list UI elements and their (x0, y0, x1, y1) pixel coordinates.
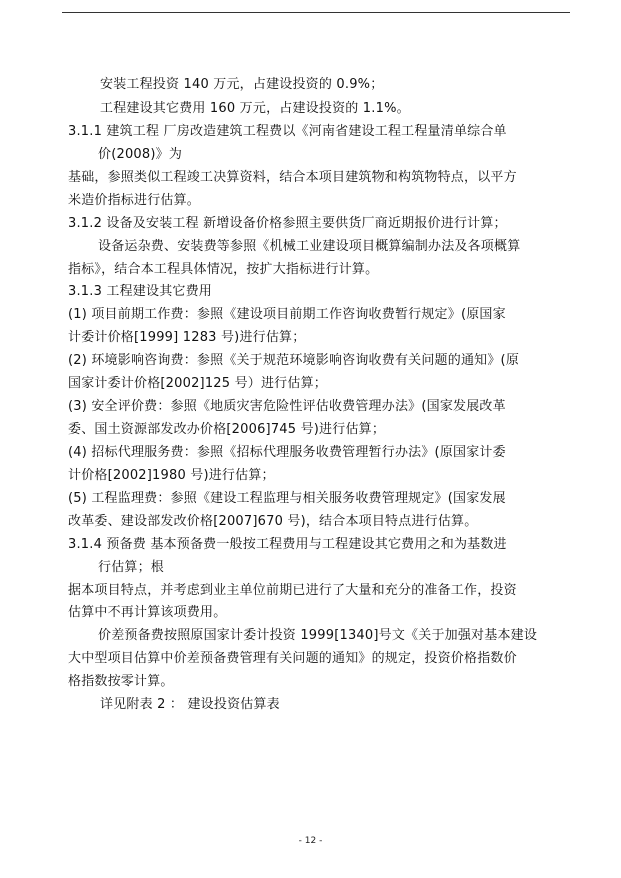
text-line: 价差预备费按照原国家计委计投资 1999[1340]号文《关于加强对基本建设 (98, 628, 538, 643)
list-item-4: (4) 招标代理服务费：参照《招标代理服务收费管理暂行办法》(原国家计委 (68, 445, 506, 460)
list-item-3: (3) 安全评价费：参照《地质灾害危险性评估收费管理办法》(国家发展改革 (68, 399, 506, 414)
page-number: - 12 - (298, 836, 323, 846)
text-line: 基础，参照类似工程竣工决算资料，结合本项目建筑物和构筑物特点，以平方 (68, 170, 517, 185)
text-line: 指标》，结合本工程具体情况，按扩大指标进行计算。 (68, 262, 379, 277)
text-line: 格指数按零计算。 (68, 674, 174, 689)
section-heading-3-1-2: 3.1.2 设备及安装工程 新增设备价格参照主要供货厂商近期报价进行计算； (68, 216, 507, 231)
list-item-5: (5) 工程监理费：参照《建设工程监理与相关服务收费管理规定》(国家发展 (68, 491, 506, 506)
text-line: 设备运杂费、安装费等参照《机械工业建设项目概算编制办法及各项概算 (98, 239, 521, 254)
text-line: 米造价指标进行估算。 (68, 193, 201, 208)
text-line: 估算中不再计算该项费用。 (68, 605, 227, 620)
text-line: 计委计价格[1999] 1283 号)进行估算； (68, 330, 306, 345)
text-line: 大中型项目估算中价差预备费管理有关问题的通知》的规定，投资价格指数价 (68, 651, 517, 666)
text-line: 国家计委计价格[2002]125 号）进行估算； (68, 376, 327, 391)
header-rule (62, 12, 570, 13)
text-line: 委、国土资源部发改办价格[2006]745 号)进行估算； (68, 422, 386, 437)
list-item-2: (2) 环境影响咨询费：参照《关于规范环境影响咨询收费有关问题的通知》(原 (68, 353, 520, 368)
text-line: 安装工程投资 140 万元，占建设投资的 0.9%； (100, 77, 384, 92)
text-line: 工程建设其它费用 160 万元，占建设投资的 1.1%。 (100, 101, 410, 116)
text-line: 据本项目特点，并考虑到业主单位前期已进行了大量和充分的准备工作，投资 (68, 583, 517, 598)
section-heading-3-1-3: 3.1.3 工程建设其它费用 (68, 284, 213, 299)
text-line: 计价格[2002]1980 号)进行估算； (68, 468, 275, 483)
section-heading-3-1-4: 3.1.4 预备费 基本预备费一般按工程费用与工程建设其它费用之和为基数进 (68, 537, 507, 552)
text-line: 价(2008)》为 (98, 147, 183, 162)
list-item-1: (1) 项目前期工作费：参照《建设项目前期工作咨询收费暂行规定》(原国家 (68, 307, 506, 322)
text-line: 行估算；根 (98, 560, 165, 575)
text-line: 改革委、建设部发改价格[2007]670 号)，结合本项目特点进行估算。 (68, 514, 478, 529)
appendix-reference: 详见附表 2 ： 建设投资估算表 (100, 697, 280, 712)
section-heading-3-1-1: 3.1.1 建筑工程 厂房改造建筑工程费以《河南省建设工程工程量清单综合单 (68, 124, 507, 139)
